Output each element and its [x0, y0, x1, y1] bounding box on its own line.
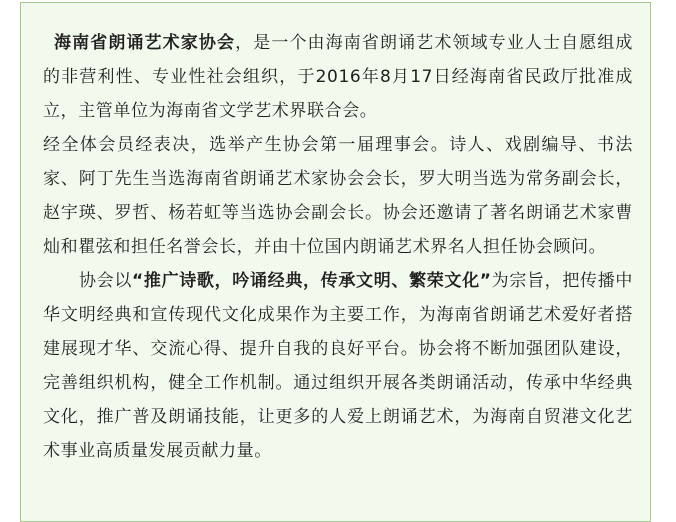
mission-motto: “推广诗歌，吟诵经典，传承文明、繁荣文化”	[132, 271, 492, 291]
paragraph-intro	[43, 26, 633, 128]
paragraph-council	[43, 128, 633, 264]
council-text: 经全体会员经表决，选举产生协会第一届理事会。诗人、戏剧编导、书法家、阿丁先生当选海南省朗诵艺术家协会会长，罗大明当选为常务副会长，赵宇瑛、罗哲、杨若虹等当选协会副会长。协会还邀请了著名朗诵艺术家曹灿和瞿弦和担任名誉会长，并由十位国内朗诵艺术界名人担任协会顾问。	[43, 135, 633, 257]
mission-before: 协会以	[79, 271, 133, 291]
intro-text: ，是一个由海南省朗诵艺术领域专业人士自愿组成的非营利性、专业性社会组织，于2016年8月17日经海南省民政厅批准成立，主管单位为海南省文学艺术界联合会。	[43, 33, 634, 121]
article-body	[43, 26, 633, 468]
paragraph-mission	[43, 264, 633, 468]
association-name: 海南省朗诵艺术家协会	[54, 33, 236, 53]
mission-after: 为宗旨，把传播中华文明经典和宣传现代文化成果作为主要工作，为海南省朗诵艺术爱好者搭建展现才华、交流心得、提升自我的良好平台。协会将不断加强团队建设，完善组织机构，健全工作机制。通过组织开展各类朗诵活动，传承中华经典文化，推广普及朗诵技能，让更多的人爱上朗诵艺术，为海南自贸港文化艺术事业高质量发展贡献力量。	[43, 271, 633, 461]
